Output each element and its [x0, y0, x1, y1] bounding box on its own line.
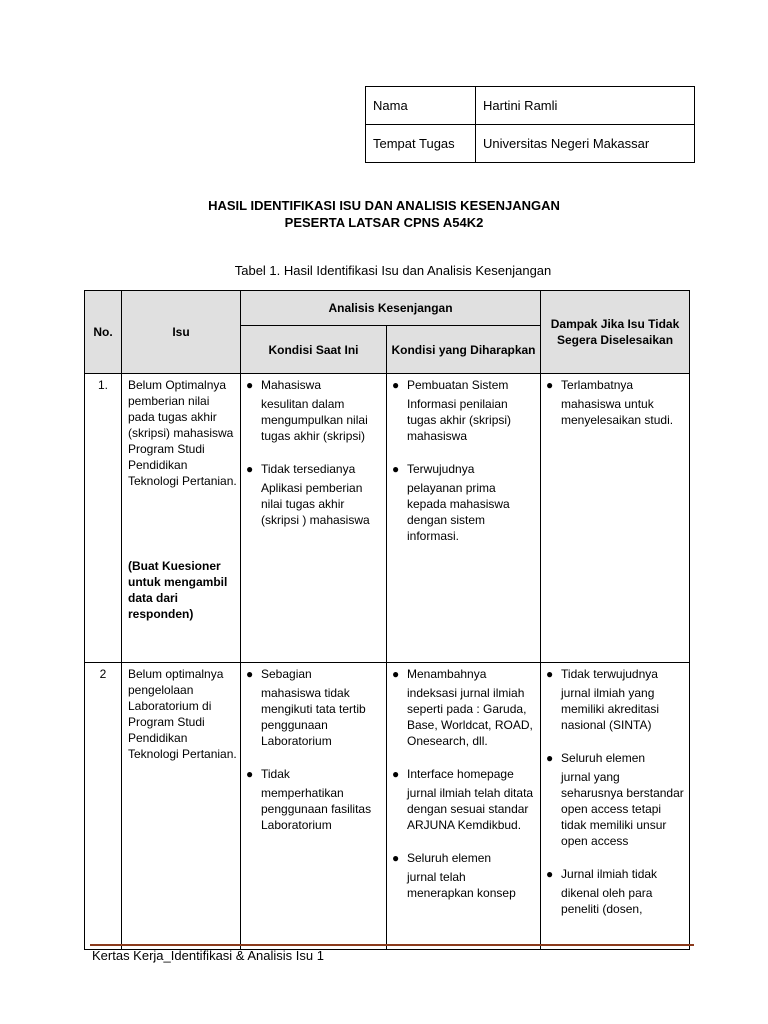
list-item-lead: Pembuatan Sistem	[407, 378, 509, 392]
bullet-icon: ●	[246, 378, 254, 392]
list-item-lead: Jurnal ilmiah tidak	[561, 867, 658, 881]
document-title-line-1: HASIL IDENTIFIKASI ISU DAN ANALISIS KESENJANGAN	[208, 198, 560, 213]
isu-text: Belum optimalnya pengelolaan Laboratorium di Program Studi Pendidikan Teknologi Pertanian.	[128, 667, 237, 761]
list-item	[246, 461, 381, 528]
list-item	[246, 666, 381, 749]
list-item-text: pelayanan prima kepada mahasiswa dengan sistem informasi.	[407, 481, 510, 543]
issue-analysis-table	[84, 290, 690, 950]
list-item-lead: Terwujudnya	[407, 462, 475, 476]
bullet-icon: ●	[546, 378, 554, 392]
identity-row-workplace	[366, 125, 695, 163]
list-item-lead: Seluruh elemen	[561, 751, 646, 765]
list-item-lead: Terlambatnya	[561, 378, 634, 392]
list-item-text: indeksasi jurnal ilmiah seperti pada : Garuda, Base, Worldcat, ROAD, Onesearch, dll.	[407, 686, 533, 748]
bullet-icon: ●	[246, 667, 254, 681]
list-item-lead: Menambahnya	[407, 667, 487, 681]
list-item	[392, 850, 535, 901]
list-item-text: jurnal ilmiah telah ditata dengan sesuai standar ARJUNA Kemdikbud.	[407, 786, 534, 832]
bullet-icon: ●	[392, 378, 400, 392]
list-item-text: mahasiswa untuk menyelesaikan studi.	[561, 397, 674, 427]
row-isu	[122, 374, 241, 663]
list-item-lead: Seluruh elemen	[407, 851, 492, 865]
list-item-lead: Sebagian	[261, 667, 312, 681]
list-item-text: Aplikasi pemberian nilai tugas akhir (skripsi ) mahasiswa	[261, 481, 370, 527]
list-item-lead: Tidak terwujudnya	[561, 667, 658, 681]
page-footer: Kertas Kerja_Identifikasi & Analisis Isu 1	[92, 948, 324, 963]
list-item-text: jurnal ilmiah yang memiliki akreditasi nasional (SINTA)	[561, 686, 660, 732]
row-number: 1.	[85, 374, 122, 663]
bullet-icon: ●	[546, 667, 554, 681]
bullet-icon: ●	[246, 462, 254, 476]
list-item	[392, 461, 535, 544]
identity-label-name: Nama	[366, 87, 476, 125]
list-item	[546, 377, 684, 428]
bullet-icon: ●	[392, 667, 400, 681]
row-number: 2	[85, 663, 122, 950]
list-item	[392, 666, 535, 749]
identity-value-name: Hartini Ramli	[476, 87, 695, 125]
header-dampak: Dampak Jika Isu Tidak Segera Diselesaikan	[541, 291, 690, 374]
header-no: No.	[85, 291, 122, 374]
list-item	[546, 666, 684, 733]
table-caption: Tabel 1. Hasil Identifikasi Isu dan Analisis Kesenjangan	[234, 263, 552, 278]
list-item-text: Informasi penilaian tugas akhir (skripsi) mahasiswa	[407, 397, 512, 443]
list-item-text: jurnal telah menerapkan konsep	[407, 870, 516, 900]
list-item-text: jurnal yang seharusnya berstandar open access tetapi tidak memiliki unsur open access	[561, 770, 684, 848]
row-kondisi-saat-ini	[241, 374, 387, 663]
row-kondisi-harapan	[387, 663, 541, 950]
list-item-text: mahasiswa tidak mengikuti tata tertib penggunaan Laboratorium	[261, 686, 366, 748]
list-item	[546, 750, 684, 849]
list-item-text: memperhatikan penggunaan fasilitas Laboratorium	[261, 786, 372, 832]
isu-text: Belum Optimalnya pemberian nilai pada tugas akhir (skripsi) mahasiswa Program Studi Pendidikan Teknologi Pertanian.	[128, 378, 237, 488]
list-item-lead: Interface homepage	[407, 767, 514, 781]
document-title	[0, 197, 768, 231]
header-analisis-kesenjangan: Analisis Kesenjangan	[241, 291, 541, 326]
table-header-row-1	[85, 291, 690, 326]
list-item	[546, 866, 684, 917]
footer-divider	[90, 944, 694, 946]
identity-label-workplace: Tempat Tugas	[366, 125, 476, 163]
header-isu: Isu	[122, 291, 241, 374]
row-isu	[122, 663, 241, 950]
identity-table	[365, 86, 695, 163]
list-item-text: dikenal oleh para peneliti (dosen,	[561, 886, 653, 916]
row-dampak	[541, 663, 690, 950]
identity-value-workplace: Universitas Negeri Makassar	[476, 125, 695, 163]
bullet-icon: ●	[392, 462, 400, 476]
table-row	[85, 663, 690, 950]
identity-row-name	[366, 87, 695, 125]
document-title-line-2: PESERTA LATSAR CPNS A54K2	[284, 215, 484, 230]
list-item-text: kesulitan dalam mengumpulkan nilai tugas akhir (skripsi)	[261, 397, 368, 443]
list-item-lead: Tidak tersedianya	[261, 462, 356, 476]
row-dampak	[541, 374, 690, 663]
bullet-icon: ●	[392, 767, 400, 781]
list-item	[246, 377, 381, 444]
list-item	[392, 766, 535, 833]
header-kondisi-saat-ini: Kondisi Saat Ini	[241, 326, 387, 374]
bullet-icon: ●	[546, 867, 554, 881]
list-item-lead: Mahasiswa	[261, 378, 322, 392]
list-item-lead: Tidak	[261, 767, 290, 781]
bullet-icon: ●	[546, 751, 554, 765]
list-item	[392, 377, 535, 444]
row-kondisi-harapan	[387, 374, 541, 663]
isu-note: (Buat Kuesioner untuk mengambil data dari responden)	[128, 559, 228, 621]
row-kondisi-saat-ini	[241, 663, 387, 950]
table-row	[85, 374, 690, 663]
header-kondisi-harapan: Kondisi yang Diharapkan	[387, 326, 541, 374]
bullet-icon: ●	[246, 767, 254, 781]
bullet-icon: ●	[392, 851, 400, 865]
list-item	[246, 766, 381, 833]
